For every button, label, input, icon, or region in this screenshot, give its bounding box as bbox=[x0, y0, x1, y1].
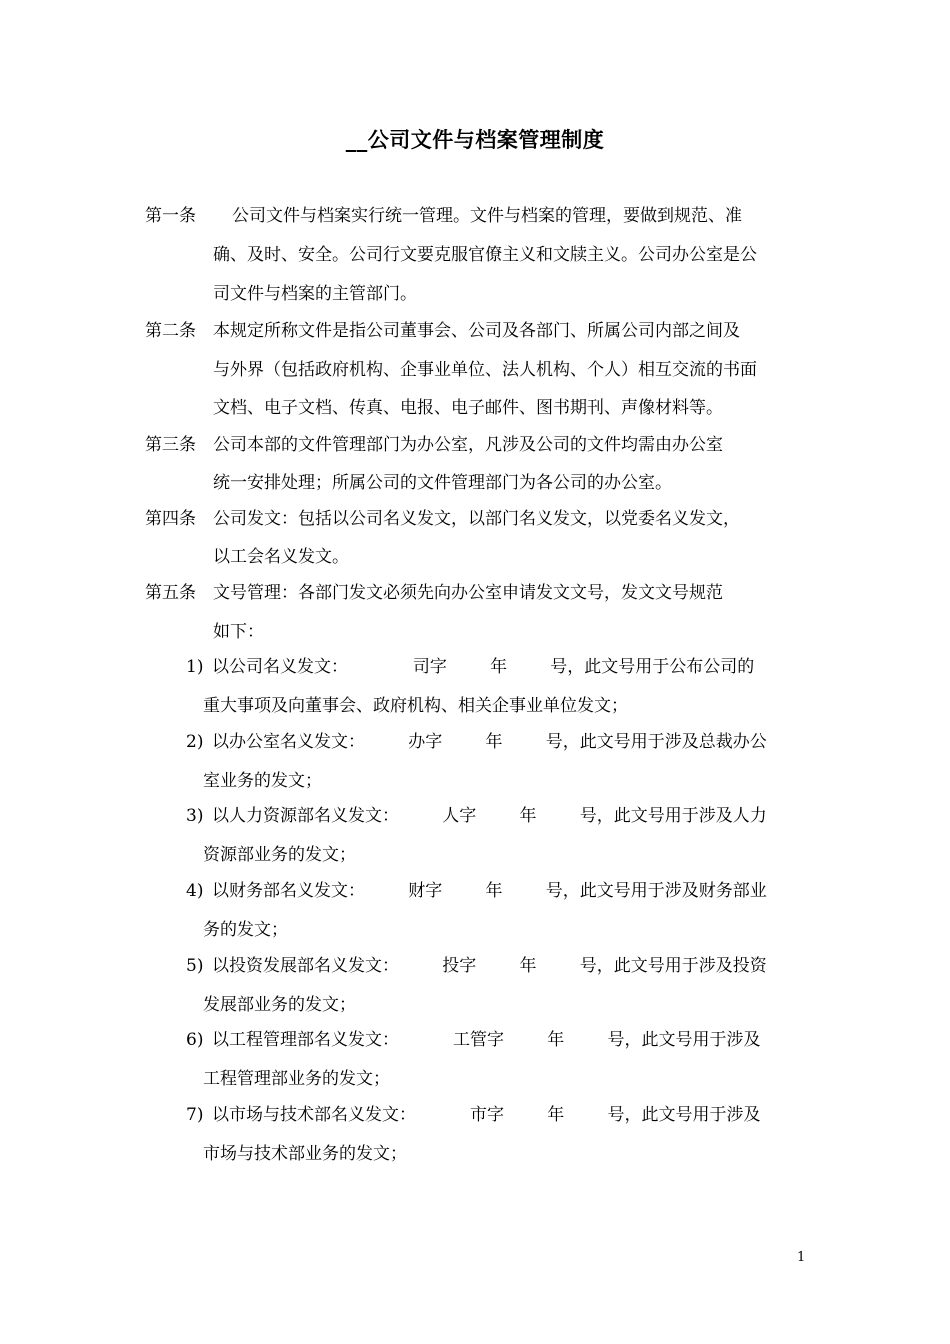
article-4-label: 第四条 bbox=[145, 509, 196, 529]
list-item-2-line-2: 室业务的发文； bbox=[203, 771, 322, 791]
document-title: __公司文件与档案管理制度 bbox=[345, 127, 605, 152]
list-item-6-line-2: 工程管理部业务的发文； bbox=[203, 1069, 390, 1089]
list-item-7-line-2: 市场与技术部业务的发文； bbox=[203, 1144, 407, 1164]
list-item-1-number: 1) bbox=[186, 657, 204, 677]
list-item-4-line-2: 务的发文； bbox=[203, 920, 288, 940]
list-item-4-number: 4) bbox=[186, 881, 204, 901]
list-item-7-line-1: 以市场与技术部名义发文： 市字 年 号，此文号用于涉及 bbox=[212, 1105, 761, 1125]
article-2-line-1: 本规定所称文件是指公司董事会、公司及各部门、所属公司内部之间及 bbox=[213, 321, 740, 341]
page-number: 1 bbox=[797, 1250, 806, 1265]
article-2-line-2: 与外界（包括政府机构、企事业单位、法人机构、个人）相互交流的书面 bbox=[213, 360, 757, 380]
list-item-5-line-2: 发展部业务的发文； bbox=[203, 995, 356, 1015]
article-2-label: 第二条 bbox=[145, 321, 196, 341]
list-item-1-line-1: 以公司名义发文： 司字 年 号，此文号用于公布公司的 bbox=[212, 657, 755, 677]
list-item-7-number: 7) bbox=[186, 1105, 204, 1125]
list-item-2-number: 2) bbox=[186, 732, 204, 752]
list-item-2-line-1: 以办公室名义发文： 办字 年 号，此文号用于涉及总裁办公 bbox=[212, 732, 767, 752]
article-2-line-3: 文档、电子文档、传真、电报、电子邮件、图书期刊、声像材料等。 bbox=[213, 398, 723, 418]
article-1-line-2: 确、及时、安全。公司行文要克服官僚主义和文牍主义。公司办公室是公 bbox=[213, 245, 757, 265]
list-item-3-line-2: 资源部业务的发文； bbox=[203, 845, 356, 865]
article-3-label: 第三条 bbox=[145, 435, 196, 455]
article-3-line-2: 统一安排处理；所属公司的文件管理部门为各公司的办公室。 bbox=[213, 473, 672, 493]
list-item-5-line-1: 以投资发展部名义发文： 投字 年 号，此文号用于涉及投资 bbox=[212, 956, 767, 976]
article-1-line-1: 公司文件与档案实行统一管理。文件与档案的管理，要做到规范、准 bbox=[232, 206, 742, 226]
article-4-line-2: 以工会名义发文。 bbox=[213, 547, 349, 567]
article-5-label: 第五条 bbox=[145, 583, 196, 603]
list-item-3-line-1: 以人力资源部名义发文： 人字 年 号，此文号用于涉及人力 bbox=[212, 806, 767, 826]
list-item-6-line-1: 以工程管理部名义发文： 工管字 年 号，此文号用于涉及 bbox=[212, 1030, 761, 1050]
article-5-line-2: 如下： bbox=[213, 622, 264, 642]
article-4-line-1: 公司发文：包括以公司名义发文，以部门名义发文，以党委名义发文， bbox=[213, 509, 740, 529]
list-item-4-line-1: 以财务部名义发文： 财字 年 号，此文号用于涉及财务部业 bbox=[212, 881, 767, 901]
article-1-label: 第一条 bbox=[145, 206, 196, 226]
list-item-6-number: 6) bbox=[186, 1030, 204, 1050]
list-item-1-line-2: 重大事项及向董事会、政府机构、相关企事业单位发文； bbox=[203, 696, 628, 716]
article-3-line-1: 公司本部的文件管理部门为办公室，凡涉及公司的文件均需由办公室 bbox=[213, 435, 723, 455]
list-item-5-number: 5) bbox=[186, 956, 204, 976]
article-5-line-1: 文号管理：各部门发文必须先向办公室申请发文文号，发文文号规范 bbox=[213, 583, 723, 603]
list-item-3-number: 3) bbox=[186, 806, 204, 826]
article-1-line-3: 司文件与档案的主管部门。 bbox=[213, 284, 417, 304]
